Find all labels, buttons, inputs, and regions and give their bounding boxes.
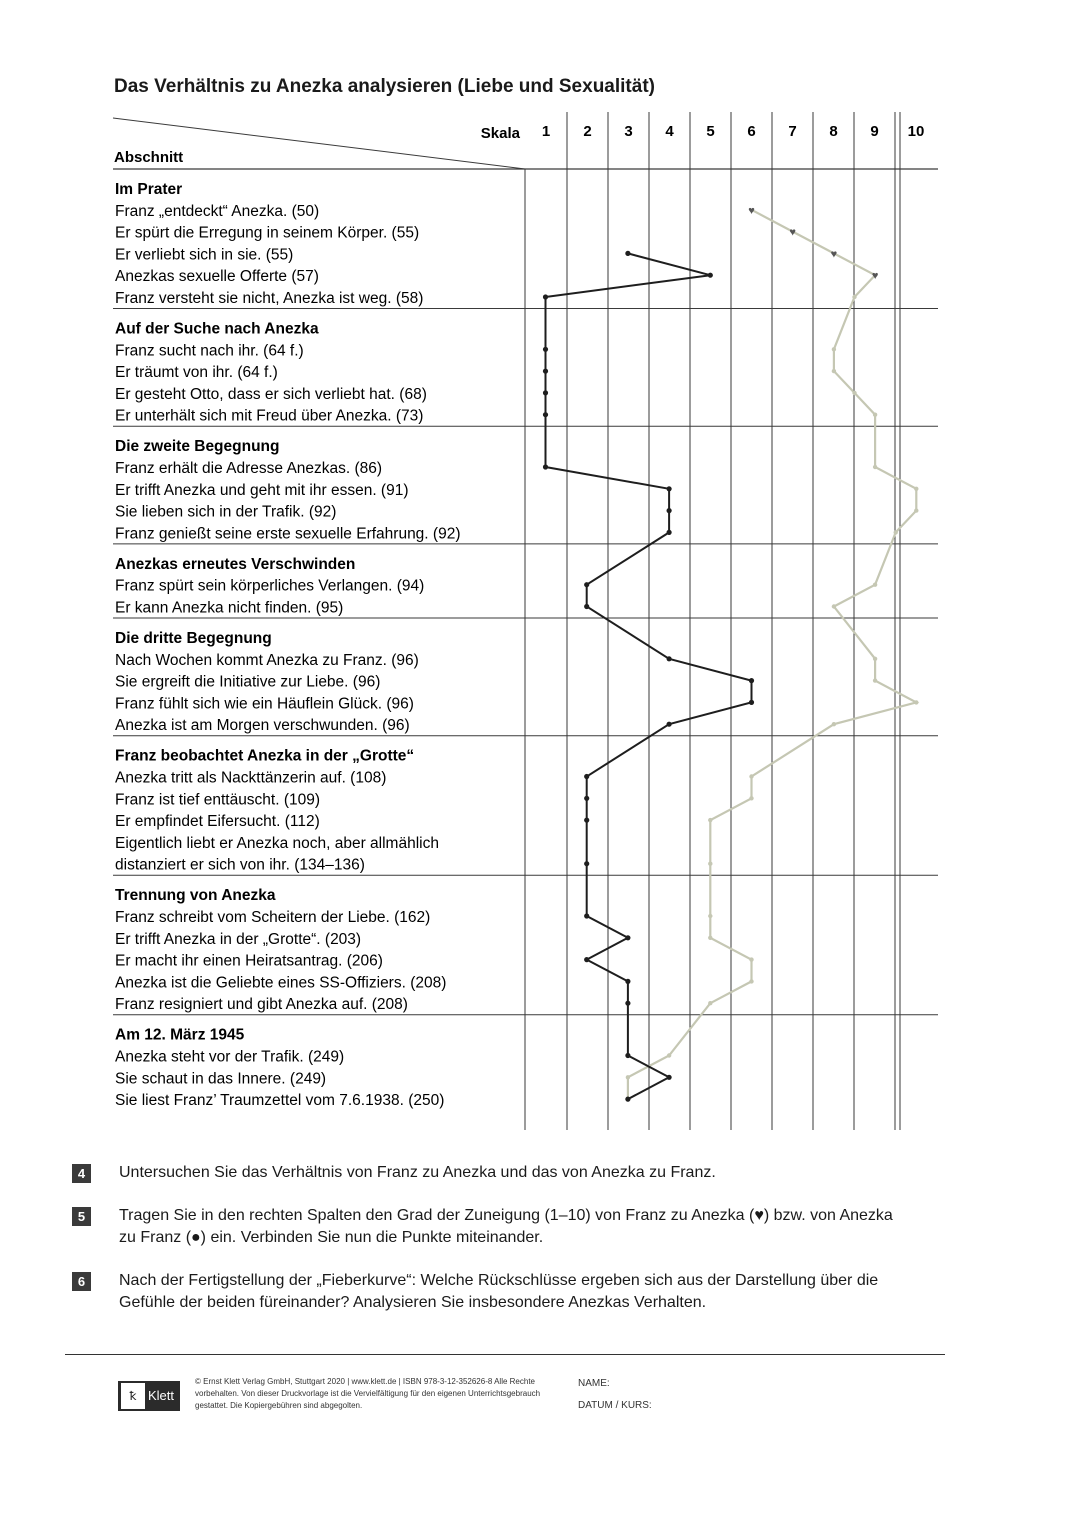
section-heading: Im Prater (115, 181, 183, 198)
franz-point (873, 413, 877, 417)
franz-point (626, 1075, 630, 1079)
franz-point (852, 295, 856, 299)
anezka-point (584, 796, 589, 801)
row-text: Franz fühlt sich wie ein Häuflein Glück. (96) (115, 695, 414, 713)
franz-point (873, 465, 877, 469)
franz-point (708, 1001, 712, 1005)
anezka-point (543, 412, 548, 417)
franz-point (832, 369, 836, 373)
section-heading: Auf der Suche nach Anezka (115, 320, 319, 338)
anezka-point (543, 369, 548, 374)
heart-marker: ♥ (748, 204, 755, 217)
franz-point (749, 979, 753, 983)
anezka-point (749, 678, 754, 683)
row-text: Franz schreibt vom Scheitern der Liebe. (162) (115, 909, 431, 926)
anezka-point (667, 1075, 672, 1080)
anezka-point (749, 700, 754, 705)
row-text: Franz „entdeckt“ Anezka. (50) (115, 202, 320, 220)
row-text: Franz genießt seine erste sexuelle Erfahrung. (92) (115, 525, 461, 543)
row-text: Er spürt die Erregung in seinem Körper. (55) (115, 224, 420, 242)
row-text: Sie lieben sich in der Trafik. (92) (115, 503, 337, 521)
section-heading: Am 12. März 1945 (115, 1026, 245, 1044)
anezka-point (584, 604, 589, 609)
copyright-notice: © Ernst Klett Verlag GmbH, Stuttgart 2020 | www.klett.de | ISBN 978-3-12-352626-8 Alle Rechte vorbehalten. Von dieser Druckvorlage ist die Vervielfältigung für den eigenen Unterrichtsgebrauch gestattet. Die Kopiergebühren sind abgegolten. (195, 1377, 541, 1410)
row-text: Anezka tritt als Nackttänzerin auf. (108) (115, 769, 387, 787)
franz-point (667, 1053, 671, 1057)
franz-point (873, 657, 877, 661)
anezka-point (625, 979, 630, 984)
logo-text: Klett (148, 1388, 175, 1403)
scale-tick-9: 9 (870, 123, 879, 140)
anezka-point (584, 957, 589, 962)
franz-point (914, 487, 918, 491)
row-text: Sie liest Franz’ Traumzettel vom 7.6.1938. (250) (115, 1092, 445, 1110)
franz-point (832, 347, 836, 351)
scale-tick-7: 7 (788, 123, 797, 140)
franz-point (832, 604, 836, 608)
heart-marker: ♥ (789, 226, 796, 239)
anezka-point (584, 818, 589, 823)
anezka-point (584, 774, 589, 779)
anezka-point (543, 347, 548, 352)
row-text: Franz sucht nach ihr. (64 f.) (115, 342, 304, 360)
franz-point (852, 391, 856, 395)
franz-point (873, 678, 877, 682)
row-text: Franz resigniert und gibt Anezka auf. (208) (115, 996, 408, 1014)
scale-tick-6: 6 (747, 123, 756, 140)
scale-tick-5: 5 (706, 123, 715, 140)
row-text: Er unterhält sich mit Freud über Anezka. (73) (115, 407, 424, 425)
franz-point (749, 957, 753, 961)
row-text: Er macht ihr einen Heiratsantrag. (206) (115, 952, 383, 970)
anezka-point (667, 530, 672, 535)
section-heading: Franz beobachtet Anezka in der „Grotte“ (115, 747, 415, 765)
scale-label: Skala (480, 125, 520, 142)
scale-tick-8: 8 (829, 123, 838, 140)
row-text: Sie schaut in das Innere. (249) (115, 1070, 327, 1088)
table-header (114, 123, 924, 166)
anezka-point (667, 656, 672, 661)
scale-tick-3: 3 (624, 123, 633, 140)
row-text: Anezka ist die Geliebte eines SS-Offiziers. (208) (115, 974, 447, 992)
anezka-point (625, 1097, 630, 1102)
name-label: NAME: (578, 1378, 610, 1389)
table-body (115, 181, 460, 1109)
franz-point (914, 508, 918, 512)
row-text: Anezka steht vor der Trafik. (249) (115, 1048, 345, 1066)
row-text: Nach Wochen kommt Anezka zu Franz. (96) (115, 651, 419, 669)
section-heading: Die dritte Begegnung (115, 630, 272, 647)
anezka-point (667, 486, 672, 491)
date-course-label: DATUM / KURS: (578, 1400, 652, 1411)
anezka-point (625, 251, 630, 256)
anezka-point (543, 294, 548, 299)
franz-point (708, 936, 712, 940)
task-number: 6 (72, 1272, 91, 1291)
franz-point (708, 914, 712, 918)
task-text: Untersuchen Sie das Verhältnis von Franz zu Anezka und das von Anezka zu Franz. (119, 1164, 716, 1181)
row-text: Eigentlich liebt er Anezka noch, aber allmählich (115, 834, 439, 852)
anezka-point (625, 935, 630, 940)
task-text: Nach der Fertigstellung der „Fieberkurve“: Welche Rückschlüsse ergeben sich aus der Darstellung über die Gefühle der beiden füreinander? Analysieren Sie insbesondere Anezkas Verhalten. (119, 1272, 879, 1311)
task-number: 4 (72, 1164, 91, 1183)
row-text: Er verliebt sich in sie. (55) (115, 246, 294, 264)
row-text: Er gesteht Otto, dass er sich verliebt hat. (68) (115, 385, 427, 403)
scale-tick-1: 1 (541, 123, 551, 140)
anezka-point (584, 582, 589, 587)
klett-logo-icon: ꝁ (121, 1383, 145, 1409)
anezka-point (625, 1053, 630, 1058)
row-text: distanziert er sich von ihr. (134–136) (115, 856, 365, 874)
row-text: Anezka ist am Morgen verschwunden. (96) (115, 717, 410, 735)
footer-divider (65, 1354, 945, 1355)
anezka-point (667, 722, 672, 727)
row-text: Er träumt von ihr. (64 f.) (115, 364, 278, 382)
row-text: Franz ist tief enttäuscht. (109) (115, 791, 321, 809)
row-text: Franz erhält die Adresse Anezkas. (86) (115, 460, 383, 477)
franz-point (832, 722, 836, 726)
row-text: Er empfindet Eifersucht. (112) (115, 813, 320, 831)
row-text: Sie ergreift die Initiative zur Liebe. (96) (115, 673, 381, 691)
franz-point (749, 796, 753, 800)
anezka-point (543, 390, 548, 395)
page-title: Das Verhältnis zu Anezka analysieren (Liebe und Sexualität) (114, 76, 655, 97)
row-text: Franz spürt sein körperliches Verlangen. (94) (115, 577, 425, 595)
section-heading: Die zweite Begegnung (115, 438, 280, 456)
franz-point (873, 583, 877, 587)
anezka-point (584, 861, 589, 866)
heart-marker: ♥ (830, 248, 838, 261)
franz-point (749, 774, 753, 778)
row-text: Er trifft Anezka in der „Grotte“. (203) (115, 930, 362, 948)
scale-tick-4: 4 (665, 123, 674, 140)
publisher-logo (118, 1381, 180, 1411)
franz-point (708, 818, 712, 822)
anezka-point (584, 913, 589, 918)
section-heading: Anezkas erneutes Verschwinden (115, 555, 356, 573)
franz-point (914, 700, 918, 704)
row-text: Er trifft Anezka und geht mit ihr essen. (91) (115, 481, 409, 499)
row-text: Anezkas sexuelle Offerte (57) (115, 268, 319, 286)
scale-tick-2: 2 (583, 123, 592, 140)
row-text: Er kann Anezka nicht finden. (95) (115, 599, 344, 617)
anezka-point (708, 273, 713, 278)
franz-point (894, 530, 898, 534)
anezka-point (625, 1001, 630, 1006)
task-number: 5 (72, 1207, 91, 1226)
task-text: Tragen Sie in den rechten Spalten den Grad der Zuneigung (1–10) von Franz zu Anezka (♥) bzw. von Anezka zu Franz (●) ein. Verbinden Sie nun die Punkte miteinander. (119, 1207, 893, 1246)
scale-tick-10: 10 (907, 123, 925, 140)
anezka-point (543, 464, 548, 469)
section-heading: Trennung von Anezka (115, 887, 276, 905)
heart-marker: ♥ (871, 270, 879, 283)
anezka-point (667, 508, 672, 513)
franz-point (708, 862, 712, 866)
row-text: Franz versteht sie nicht, Anezka ist weg. (58) (115, 290, 424, 307)
section-column-label: Abschnitt (114, 149, 184, 166)
